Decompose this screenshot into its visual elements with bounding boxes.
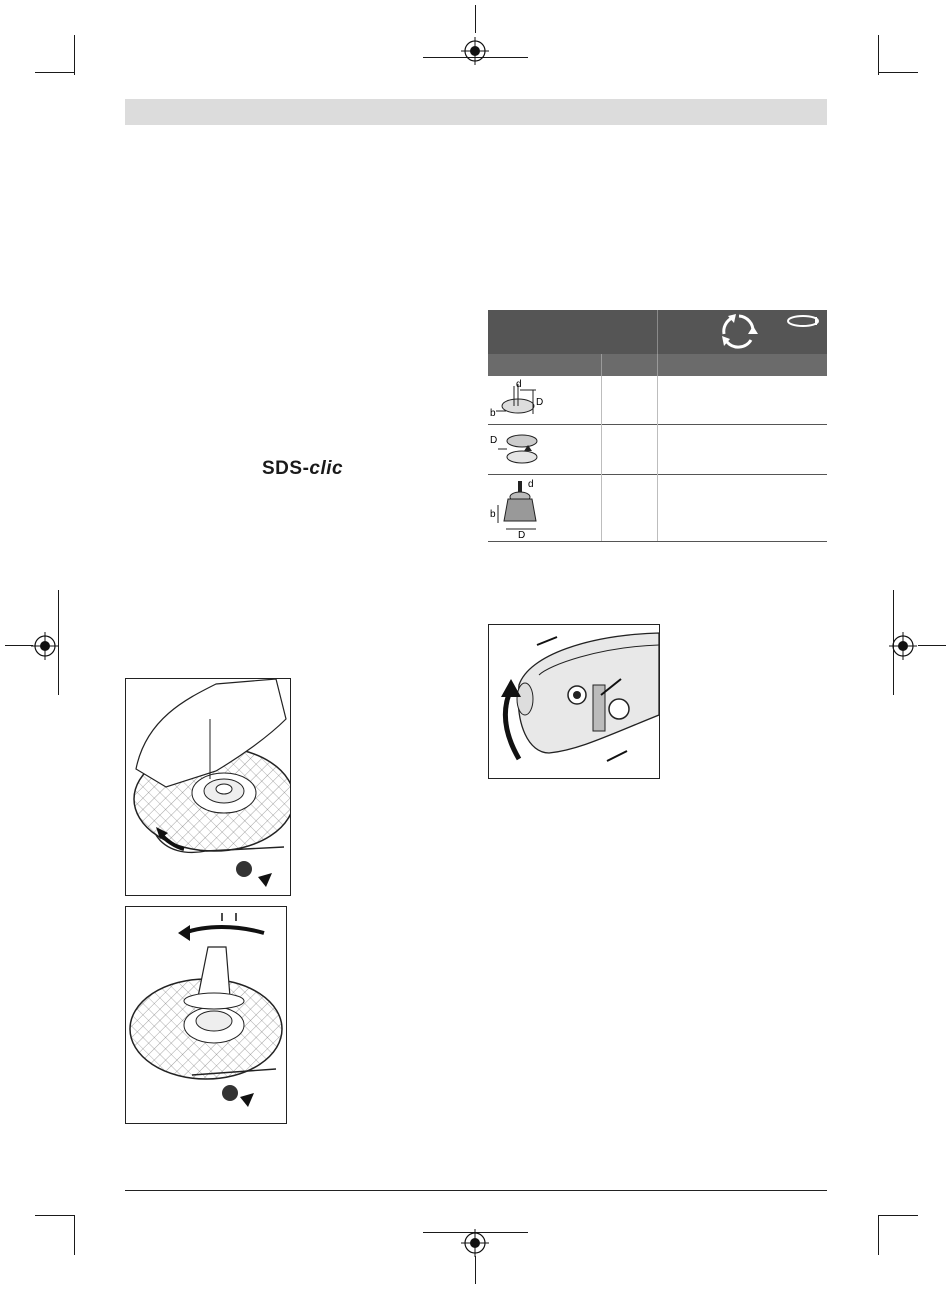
table-subheader-divider	[657, 354, 658, 376]
figure-two-pin-spanner	[125, 906, 287, 1124]
dim-label: D	[536, 397, 544, 408]
grinding-disc-icon	[488, 378, 548, 422]
crop-mark	[878, 72, 918, 73]
registration-mark-icon	[31, 632, 59, 660]
table-row	[488, 378, 548, 422]
registration-mark-icon	[461, 37, 489, 65]
logo-prefix: SDS-	[262, 458, 310, 479]
dim-label: D	[490, 435, 498, 446]
crop-mark	[918, 645, 946, 646]
sds-clic-logo	[262, 458, 343, 480]
dim-label: b	[490, 408, 496, 419]
crop-mark	[35, 72, 75, 73]
sanding-disc-icon	[488, 427, 548, 471]
crop-mark	[475, 5, 476, 33]
cup-brush-icon	[488, 477, 548, 539]
figure-quick-nut-hand-tighten	[125, 678, 291, 896]
crop-mark	[74, 35, 75, 75]
registration-mark-icon	[889, 632, 917, 660]
table-header-divider	[657, 310, 658, 354]
crop-mark	[35, 1215, 75, 1216]
crop-mark	[878, 35, 879, 75]
crop-mark	[74, 1215, 75, 1255]
table-row	[488, 427, 548, 471]
table-subheader-divider	[601, 354, 602, 376]
hand-on-disc-icon	[126, 679, 290, 895]
registration-mark-icon	[461, 1229, 489, 1257]
table-row	[488, 477, 548, 539]
dim-label: b	[490, 509, 496, 520]
rotation-arrows-icon	[718, 312, 760, 352]
crop-mark	[5, 645, 33, 646]
page-header-band	[125, 99, 827, 125]
figure-gear-head-rotation	[488, 624, 660, 779]
dim-label: D	[518, 530, 526, 539]
crop-mark	[878, 1215, 879, 1255]
spanner-on-disc-icon	[126, 907, 286, 1123]
dim-label: d	[516, 379, 522, 390]
table-column-rule	[657, 376, 658, 541]
page-footer-rule	[125, 1190, 827, 1191]
crop-mark	[475, 1256, 476, 1284]
crop-mark	[878, 1215, 918, 1216]
gear-head-screws-icon	[489, 625, 659, 778]
table-row-rule	[488, 541, 827, 542]
logo-suffix: clic	[309, 458, 344, 479]
thread-icon	[786, 314, 820, 328]
table-column-rule	[601, 376, 602, 541]
dim-label: d	[528, 479, 534, 490]
